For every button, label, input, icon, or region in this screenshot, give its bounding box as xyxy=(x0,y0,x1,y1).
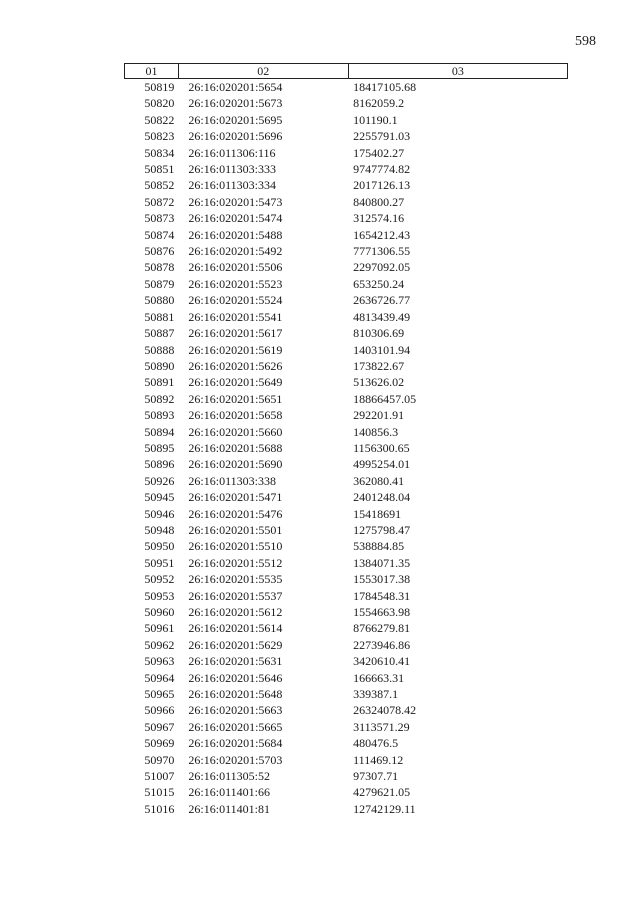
table-cell-value: 4813439.49 xyxy=(353,309,411,324)
table-row xyxy=(125,243,568,259)
table-row xyxy=(125,292,568,308)
table-cell-value: 3113571.29 xyxy=(353,719,410,734)
table-row xyxy=(125,686,568,702)
table-row xyxy=(125,588,568,604)
table-cell-value: 2297092.05 xyxy=(353,260,411,275)
table-cell-code: 26:16:020201:5695 xyxy=(188,112,283,127)
table-cell-id: 50873 xyxy=(144,211,175,226)
table-cell-value: 1553017.38 xyxy=(353,572,411,587)
table-cell-value: 538884.85 xyxy=(353,539,405,554)
table-cell-code: 26:16:020201:5684 xyxy=(188,736,283,751)
table-cell-id: 50962 xyxy=(144,637,175,652)
table-cell-id: 50946 xyxy=(144,506,175,521)
table-cell-code: 26:16:020201:5663 xyxy=(188,703,283,718)
table-cell-code: 26:16:020201:5648 xyxy=(188,687,283,702)
table-cell-value: 1554663.98 xyxy=(353,605,411,619)
table-cell-code: 26:16:020201:5523 xyxy=(188,276,283,291)
table-cell-id: 50874 xyxy=(144,227,175,242)
table-cell-value: 513626.02 xyxy=(353,375,405,390)
table-cell-value: 362080.41 xyxy=(353,473,405,488)
table-cell-id: 50878 xyxy=(144,260,175,275)
table-cell-code: 26:16:011303:338 xyxy=(188,473,276,488)
page-number: 598 xyxy=(575,34,596,49)
table-cell-id: 50890 xyxy=(144,358,175,373)
table-cell-code: 26:16:020201:5665 xyxy=(188,719,283,734)
table-cell-value: 1275798.47 xyxy=(353,522,411,537)
table-row xyxy=(125,784,568,800)
table-cell-code: 26:16:020201:5629 xyxy=(188,637,283,652)
table-cell-value: 7771306.55 xyxy=(353,244,411,259)
table-row xyxy=(125,456,568,472)
table-cell-value: 111469.12 xyxy=(353,752,404,767)
table-cell-id: 50895 xyxy=(144,440,175,455)
table-row xyxy=(125,620,568,636)
table-cell-code: 26:16:020201:5492 xyxy=(188,244,283,259)
table-cell-code: 26:16:020201:5541 xyxy=(188,309,283,324)
table-cell-id: 50951 xyxy=(144,555,175,570)
table-cell-value: 9747774.82 xyxy=(353,162,411,177)
table-cell-value: 2401248.04 xyxy=(353,490,411,505)
table-cell-code: 26:16:020201:5654 xyxy=(188,80,283,94)
table-cell-value: 18417105.68 xyxy=(353,80,417,94)
table-cell-value: 292201.91 xyxy=(353,408,405,423)
header-row xyxy=(125,64,568,79)
table-cell-id: 50961 xyxy=(144,621,175,636)
table-cell-code: 26:16:020201:5703 xyxy=(188,752,283,767)
table-cell-value: 101190.1 xyxy=(353,112,398,127)
table-cell-id: 50876 xyxy=(144,244,175,259)
table-cell-id: 50888 xyxy=(144,342,175,357)
table-cell-value: 480476.5 xyxy=(353,736,399,751)
table-cell-code: 26:16:011306:116 xyxy=(188,145,276,160)
table-cell-id: 50953 xyxy=(144,588,175,603)
table-row xyxy=(125,440,568,456)
table-cell-code: 26:16:020201:5649 xyxy=(188,375,283,390)
table-cell-code: 26:16:020201:5512 xyxy=(188,555,283,570)
table-row xyxy=(125,424,568,440)
table-cell-value: 12742129.11 xyxy=(353,801,416,816)
table-cell-value: 4279621.05 xyxy=(353,785,411,800)
header-col-03: 03 xyxy=(348,64,567,79)
table-row xyxy=(125,407,568,423)
table-cell-id: 51016 xyxy=(144,801,175,816)
table-row xyxy=(125,555,568,571)
table-cell-value: 840800.27 xyxy=(353,194,405,209)
table-cell-id: 51015 xyxy=(144,785,175,800)
table-cell-value: 1384071.35 xyxy=(353,555,411,570)
table-cell-id: 50945 xyxy=(144,490,175,505)
table-cell-value: 3420610.41 xyxy=(353,654,411,669)
data-table xyxy=(124,63,568,817)
table-cell-id: 50851 xyxy=(144,162,175,177)
table-cell-value: 140856.3 xyxy=(353,424,399,439)
table-cell-code: 26:16:020201:5476 xyxy=(188,506,283,521)
table-cell-code: 26:16:020201:5626 xyxy=(188,358,283,373)
table-row xyxy=(125,506,568,522)
table-cell-code: 26:16:011401:66 xyxy=(188,785,270,800)
table-row xyxy=(125,194,568,210)
table-cell-id: 50896 xyxy=(144,457,175,472)
table-cell-id: 50964 xyxy=(144,670,175,685)
table-cell-id: 50881 xyxy=(144,309,175,324)
table-cell-id: 50887 xyxy=(144,326,175,341)
table-cell-code: 26:16:020201:5619 xyxy=(188,342,283,357)
table-row xyxy=(125,391,568,407)
table-cell-value: 653250.24 xyxy=(353,276,405,291)
table-row xyxy=(125,768,568,784)
table-cell-code: 26:16:020201:5612 xyxy=(188,605,283,619)
table-cell-id: 50952 xyxy=(144,572,175,587)
table-cell-id: 50880 xyxy=(144,293,175,308)
table-cell-value: 166663.31 xyxy=(353,670,405,685)
table-row xyxy=(125,342,568,358)
table-cell-code: 26:16:020201:5688 xyxy=(188,440,283,455)
table-cell-id: 50960 xyxy=(144,605,175,619)
table-cell-value: 339387.1 xyxy=(353,687,399,702)
table-row xyxy=(125,325,568,341)
table-cell-code: 26:16:020201:5614 xyxy=(188,621,283,636)
table-row xyxy=(125,801,568,817)
table-row xyxy=(125,670,568,686)
table-cell-code: 26:16:020201:5488 xyxy=(188,227,283,242)
table-cell-code: 26:16:020201:5474 xyxy=(188,211,283,226)
table-cell-value: 312574.16 xyxy=(353,211,405,226)
header-col-02: 02 xyxy=(178,64,348,79)
table-row xyxy=(125,653,568,669)
table-cell-id: 50819 xyxy=(144,80,175,94)
table-row xyxy=(125,309,568,325)
table-cell-id: 50894 xyxy=(144,424,175,439)
table-cell-id: 51007 xyxy=(144,769,175,784)
table-cell-value: 810306.69 xyxy=(353,326,405,341)
table-row xyxy=(125,177,568,193)
table-row xyxy=(125,735,568,751)
table-cell-value: 8766279.81 xyxy=(353,621,411,636)
table-cell-value: 175402.27 xyxy=(353,145,405,160)
table-cell-id: 50948 xyxy=(144,522,175,537)
table-cell-code: 26:16:020201:5473 xyxy=(188,194,283,209)
table-cell-code: 26:16:011303:334 xyxy=(188,178,276,193)
table-cell-value: 1654212.43 xyxy=(353,227,411,242)
table-cell-id: 50969 xyxy=(144,736,175,751)
table-cell-code: 26:16:020201:5506 xyxy=(188,260,283,275)
table-cell-value: 26324078.42 xyxy=(353,703,417,718)
table-cell-value: 2636726.77 xyxy=(353,293,411,308)
table-cell-code: 26:16:020201:5696 xyxy=(188,129,283,144)
table-cell-code: 26:16:020201:5535 xyxy=(188,572,283,587)
table-cell-code: 26:16:020201:5646 xyxy=(188,670,283,685)
header-col-01: 01 xyxy=(125,64,179,79)
table-cell-id: 50966 xyxy=(144,703,175,718)
table-cell-code: 26:16:020201:5673 xyxy=(188,96,283,111)
table-cell-value: 2255791.03 xyxy=(353,129,411,144)
table-cell-code: 26:16:011303:333 xyxy=(188,162,276,177)
table-row xyxy=(125,522,568,538)
table-cell-id: 50852 xyxy=(144,178,175,193)
table-row xyxy=(125,276,568,292)
table-row xyxy=(125,604,568,620)
table-cell-id: 50926 xyxy=(144,473,175,488)
table-cell-code: 26:16:020201:5658 xyxy=(188,408,283,423)
table-cell-id: 50965 xyxy=(144,687,175,702)
table-row xyxy=(125,473,568,489)
table-row xyxy=(125,128,568,144)
table-cell-code: 26:16:011305:52 xyxy=(188,769,270,784)
table-cell-value: 2017126.13 xyxy=(353,178,411,193)
table-cell-code: 26:16:020201:5617 xyxy=(188,326,283,341)
table-body xyxy=(125,79,568,818)
table-cell-code: 26:16:020201:5524 xyxy=(188,293,283,308)
table-row xyxy=(125,95,568,111)
table-cell-value: 1156300.65 xyxy=(353,440,410,455)
table-cell-code: 26:16:020201:5537 xyxy=(188,588,283,603)
table-row xyxy=(125,752,568,768)
table-row xyxy=(125,112,568,128)
table-row xyxy=(125,259,568,275)
table-cell-value: 4995254.01 xyxy=(353,457,411,472)
table-cell-value: 15418691 xyxy=(353,506,402,521)
table-cell-value: 1784548.31 xyxy=(353,588,411,603)
table-cell-id: 50872 xyxy=(144,194,175,209)
table-cell-id: 50879 xyxy=(144,276,175,291)
table-row xyxy=(125,538,568,554)
table-cell-id: 50822 xyxy=(144,112,175,127)
table-cell-value: 18866457.05 xyxy=(353,391,417,406)
table-cell-value: 2273946.86 xyxy=(353,637,411,652)
table-cell-value: 8162059.2 xyxy=(353,96,405,111)
table-row xyxy=(125,571,568,587)
table-row xyxy=(125,210,568,226)
table-row xyxy=(125,145,568,161)
table-cell-id: 50892 xyxy=(144,391,175,406)
table-row xyxy=(125,719,568,735)
table-cell-id: 50950 xyxy=(144,539,175,554)
table-row xyxy=(125,161,568,177)
table-cell-id: 50820 xyxy=(144,96,175,111)
table-cell-code: 26:16:011401:81 xyxy=(188,801,270,816)
table-cell-code: 26:16:020201:5690 xyxy=(188,457,283,472)
table-row xyxy=(125,79,568,96)
table-cell-id: 50823 xyxy=(144,129,175,144)
table-cell-value: 1403101.94 xyxy=(353,342,411,357)
table-header xyxy=(125,64,568,79)
table-cell-code: 26:16:020201:5471 xyxy=(188,490,283,505)
table-cell-id: 50967 xyxy=(144,719,175,734)
table-cell-id: 50970 xyxy=(144,752,175,767)
table-cell-code: 26:16:020201:5501 xyxy=(188,522,283,537)
table-row xyxy=(125,489,568,505)
table-cell-code: 26:16:020201:5660 xyxy=(188,424,283,439)
table-cell-value: 173822.67 xyxy=(353,358,405,373)
table-row xyxy=(125,358,568,374)
table-cell-id: 50963 xyxy=(144,654,175,669)
table-row xyxy=(125,702,568,718)
table-cell-code: 26:16:020201:5510 xyxy=(188,539,283,554)
table-cell-id: 50891 xyxy=(144,375,175,390)
table-cell-code: 26:16:020201:5631 xyxy=(188,654,283,669)
table-cell-id: 50893 xyxy=(144,408,175,423)
table-row xyxy=(125,374,568,390)
table-row xyxy=(125,637,568,653)
table-cell-code: 26:16:020201:5651 xyxy=(188,391,283,406)
table-cell-id: 50834 xyxy=(144,145,175,160)
table-row xyxy=(125,227,568,243)
table-cell-value: 97307.71 xyxy=(353,769,399,784)
